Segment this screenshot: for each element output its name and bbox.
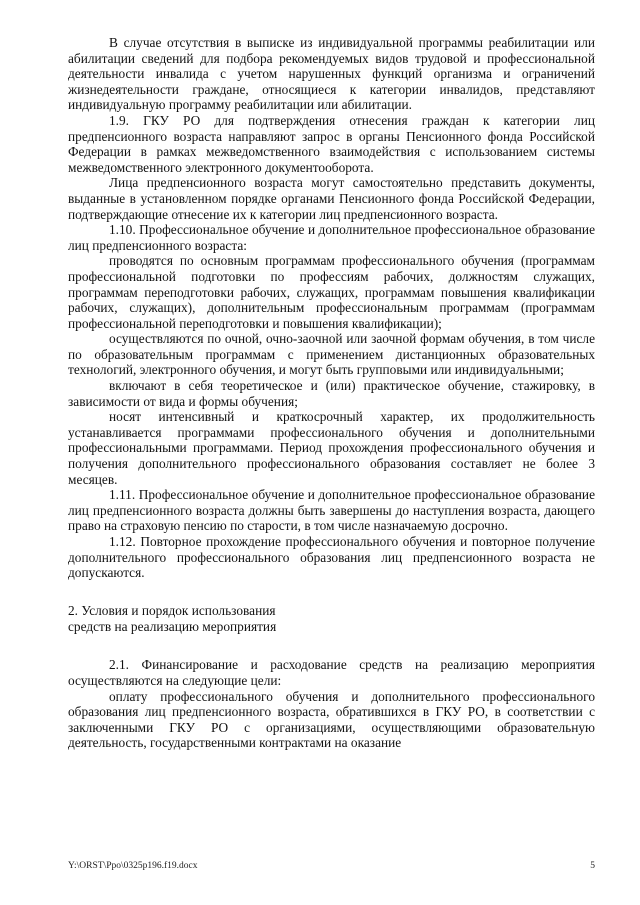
document-body bbox=[68, 35, 595, 751]
section-heading bbox=[68, 603, 595, 635]
section-heading-line-1: 2. Условия и порядок использования bbox=[68, 602, 276, 618]
list-item: оплату профессионального обучения и дополнительного профессионального образования лиц предпенсионного возраста, обратившихся в ГКУ РО, в соответствии с заключенными ГКУ РО с организациями, осуществляющими образовательную деятельность, государственными контрактами на оказание bbox=[68, 688, 595, 751]
paragraph: В случае отсутствия в выписке из индивидуальной программы реабилитации или абилитации сведений для подбора рекомендуемых видов трудовой и профессиональной деятельности инвалида с учетом нарушенных функций организма и ограничений жизнедеятельности граждане, относящиеся к категории инвалидов, представляют индивидуальную программу реабилитации или абилитации. bbox=[68, 35, 595, 113]
page-number: 5 bbox=[590, 861, 595, 871]
section-heading-line-2: средств на реализацию мероприятия bbox=[68, 618, 277, 634]
paragraph-1-12: 1.12. Повторное прохождение профессионального обучения и повторное получение дополнительного профессионального образования лиц предпенсионного возраста не допускаются. bbox=[68, 534, 595, 581]
paragraph-1-10: 1.10. Профессиональное обучение и дополнительное профессиональное образование лиц предпенсионного возраста: bbox=[68, 222, 595, 253]
paragraph: Лица предпенсионного возраста могут самостоятельно представить документы, выданные в установленном порядке органами Пенсионного фонда Российской Федерации, подтверждающие отнесение их к категории лиц предпенсионного возраста. bbox=[68, 175, 595, 222]
list-item: проводятся по основным программам профессионального обучения (программам профессиональной подготовки по профессиям рабочих, должностям служащих, программам переподготовки рабочих, служащих, программам повышения квалификации рабочих, служащих), дополнительным профессиональным программам (программам профессиональной переподготовки и повышения квалификации); bbox=[68, 253, 595, 331]
list-item: осуществляются по очной, очно-заочной или заочной формам обучения, в том числе по образовательным программам с применением дистанционных образовательных технологий, электронного обучения, и могут быть групповыми или индивидуальными; bbox=[68, 331, 595, 378]
paragraph-1-11: 1.11. Профессиональное обучение и дополнительное профессиональное образование лиц предпенсионного возраста должны быть завершены до наступления возраста, дающего право на страховую пенсию по старости, в том числе назначаемую досрочно. bbox=[68, 487, 595, 534]
paragraph-2-1: 2.1. Финансирование и расходование средств на реализацию мероприятия осуществляются на следующие цели: bbox=[68, 657, 595, 688]
list-item: носят интенсивный и краткосрочный характер, их продолжительность устанавливается программами профессионального обучения и дополнительными профессиональными программами. Период прохождения профессионального обучения и получения дополнительного профессионального образования составляет не более 3 месяцев. bbox=[68, 409, 595, 487]
file-path: Y:\ORST\Ppo\0325p196.f19.docx bbox=[68, 861, 198, 871]
paragraph-1-9: 1.9. ГКУ РО для подтверждения отнесения граждан к категории лиц предпенсионного возраста направляют запрос в органы Пенсионного фонда Российской Федерации в рамках межведомственного взаимодействия с использованием системы межведомственного электронного документооборота. bbox=[68, 112, 595, 175]
list-item: включают в себя теоретическое и (или) практическое обучение, стажировку, в зависимости от вида и формы обучения; bbox=[68, 378, 595, 409]
